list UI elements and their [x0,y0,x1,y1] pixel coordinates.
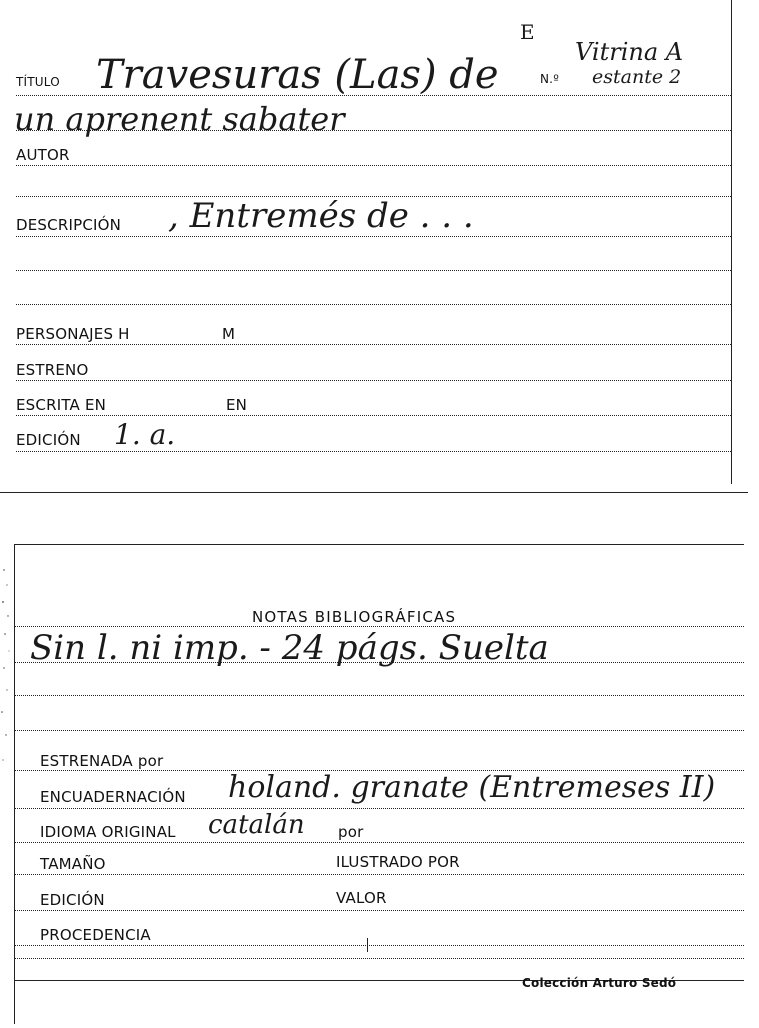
binding-value: holand. granate (Entremeses II) [228,770,716,805]
notes-line-4 [14,730,744,731]
description-value: , Entremés de . . . [168,196,474,236]
location-line1: Vitrina A [575,38,684,66]
collection-label: Colección Arturo Sedó [522,976,677,990]
description-line-3 [16,304,731,305]
description-label: DESCRIPCIÓN [16,216,122,234]
top-card-right-edge [731,0,732,484]
top-card-bottom-edge [0,492,748,493]
original-language-line [14,842,744,843]
illustrated-by-label: ILUSTRADO POR [336,853,460,871]
size-label: TAMAÑO [40,855,106,873]
written-in-line [16,415,731,416]
original-language-value: catalán [208,810,305,840]
author-label: AUTOR [16,146,70,164]
bottom-card-top-edge [14,544,744,545]
edition-value-top: 1. a. [114,418,176,451]
original-language-label: IDIOMA ORIGINAL [40,823,176,841]
title-value-line1: Travesuras (Las) de [96,52,499,98]
premiere-line [16,380,731,381]
catalog-card-bottom [0,540,759,1028]
bottom-line-1 [14,958,744,959]
binding-label: ENCUADERNACIÓN [40,788,186,806]
notes-line-1 [14,626,744,627]
left-edge-speckle [0,550,20,850]
description-line-2 [16,270,731,271]
location-line2: estante 2 [592,66,682,88]
characters-line [16,344,731,345]
notes-line-2 [14,662,744,663]
edition-label-top: EDICIÓN [16,431,81,449]
premiered-by-label: ESTRENADA por [40,752,164,770]
edition-line-bottom [14,910,744,911]
provenance-line [14,945,744,946]
title-line-2 [16,130,731,131]
premiere-label: ESTRENO [16,361,89,379]
characters-m-label: M [222,325,236,343]
written-in-label: ESCRITA EN [16,396,107,414]
value-label: VALOR [336,889,387,907]
description-line [16,236,731,237]
edition-label-bottom: EDICIÓN [40,891,105,909]
title-value-line2: un aprenent sabater [14,100,345,138]
provenance-label: PROCEDENCIA [40,926,151,944]
corner-mark: E [520,20,535,44]
notes-heading: NOTAS BIBLIOGRÁFICAS [252,608,457,626]
catalog-card-top [0,0,759,494]
edition-line [16,451,731,452]
binding-line [14,808,744,809]
notes-value: Sin l. ni imp. - 24 págs. Suelta [30,628,549,668]
size-line [14,874,744,875]
title-label: TÍTULO [16,75,60,89]
characters-label: PERSONAJES H [16,325,130,343]
provenance-tick [367,938,368,952]
by-label: por [338,823,364,841]
notes-line-3 [14,695,744,696]
title-line-1 [16,95,731,96]
number-label: N.º [540,72,560,86]
written-en-label: EN [226,396,248,414]
author-line [16,165,731,166]
